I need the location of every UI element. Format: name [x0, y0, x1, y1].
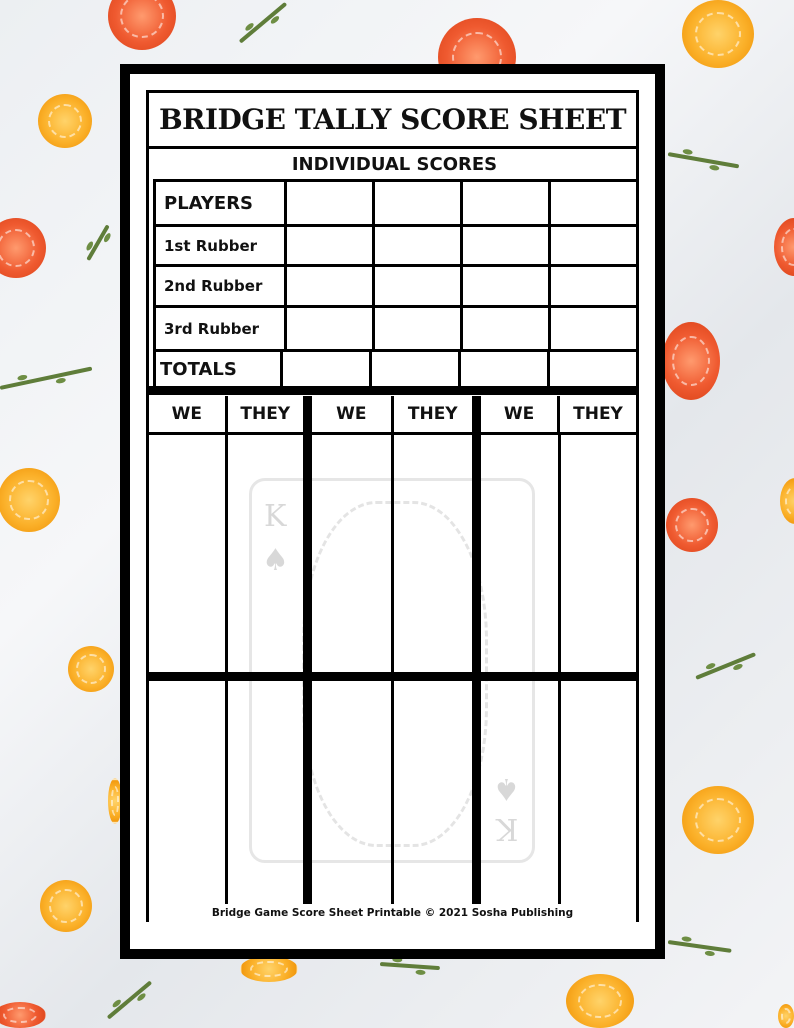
row-label: 1st Rubber — [156, 227, 287, 264]
total-cell[interactable] — [372, 352, 461, 386]
player-cell[interactable] — [463, 182, 551, 224]
herb-sprig — [86, 224, 109, 261]
row-label: 2nd Rubber — [156, 267, 287, 305]
grapefruit-slice — [108, 0, 176, 50]
score-cell[interactable] — [551, 227, 636, 264]
orange-slice — [778, 1004, 794, 1028]
orange-slice — [40, 880, 92, 932]
individual-scores-table — [153, 182, 636, 386]
herb-sprig — [380, 962, 440, 970]
score-sheet-inner-frame — [146, 90, 639, 922]
rubber-group-2 — [312, 396, 472, 911]
table-row-totals — [156, 352, 636, 386]
total-cell[interactable] — [283, 352, 372, 386]
rubber-group-3 — [481, 396, 636, 911]
herb-sprig — [107, 980, 152, 1019]
score-cell[interactable] — [287, 308, 375, 349]
card-rank: K — [264, 499, 287, 534]
row-label: TOTALS — [156, 352, 283, 386]
score-cell[interactable] — [463, 227, 551, 264]
score-cell[interactable] — [287, 227, 375, 264]
orange-slice — [68, 646, 114, 692]
sheet-title: BRIDGE TALLY SCORE SHEET — [149, 93, 636, 149]
they-column-header: THEY — [407, 404, 458, 424]
score-cell[interactable] — [375, 227, 463, 264]
individual-scores-heading: INDIVIDUAL SCORES — [153, 149, 636, 182]
table-row-3rd-rubber — [156, 308, 636, 352]
total-cell[interactable] — [461, 352, 550, 386]
player-cell[interactable] — [375, 182, 463, 224]
table-row-1st-rubber — [156, 227, 636, 267]
group-divider — [472, 396, 481, 911]
section-divider — [146, 386, 639, 395]
above-below-line-divider — [146, 672, 639, 681]
group-divider — [303, 396, 312, 911]
table-row-2nd-rubber — [156, 267, 636, 308]
footer-copyright: Bridge Game Score Sheet Printable © 2021 Sosha Publishing — [149, 904, 636, 922]
table-row-players — [156, 182, 636, 227]
grapefruit-slice — [0, 218, 46, 278]
rubber-group-header — [481, 396, 636, 435]
herb-sprig — [0, 367, 92, 390]
grapefruit-slice — [0, 1002, 46, 1028]
orange-slice — [240, 956, 298, 982]
player-cell[interactable] — [551, 182, 636, 224]
card-rank: K — [495, 811, 518, 846]
orange-slice — [0, 468, 60, 532]
score-cell[interactable] — [463, 308, 551, 349]
rubber-group-header — [312, 396, 472, 435]
row-label: 3rd Rubber — [156, 308, 287, 349]
orange-slice — [38, 94, 92, 148]
herb-sprig — [695, 652, 756, 680]
rubber-group-header — [149, 396, 303, 435]
grapefruit-slice — [666, 498, 718, 552]
spade-icon: ♠ — [262, 543, 289, 578]
orange-slice — [682, 0, 754, 68]
score-cell[interactable] — [375, 308, 463, 349]
we-column-header: WE — [312, 396, 394, 432]
rubber-group-1 — [149, 396, 303, 911]
score-cell[interactable] — [375, 267, 463, 305]
total-cell[interactable] — [550, 352, 636, 386]
orange-slice — [566, 974, 634, 1028]
orange-slice — [682, 786, 754, 854]
herb-sprig — [668, 940, 732, 953]
player-cell[interactable] — [287, 182, 375, 224]
herb-sprig — [668, 152, 740, 168]
we-column-header: WE — [149, 396, 228, 432]
rubber-score-grid — [149, 396, 636, 911]
orange-slice — [780, 478, 794, 524]
herb-sprig — [239, 2, 288, 44]
spade-icon: ♠ — [493, 771, 520, 806]
row-label: PLAYERS — [156, 182, 287, 224]
grapefruit-slice — [662, 322, 720, 400]
we-column-header: WE — [481, 396, 560, 432]
score-cell[interactable] — [463, 267, 551, 305]
score-sheet — [120, 64, 665, 959]
they-column-header: THEY — [573, 404, 623, 424]
grapefruit-slice — [774, 218, 794, 276]
score-cell[interactable] — [551, 267, 636, 305]
they-column-header: THEY — [240, 404, 291, 424]
score-cell[interactable] — [287, 267, 375, 305]
score-cell[interactable] — [551, 308, 636, 349]
